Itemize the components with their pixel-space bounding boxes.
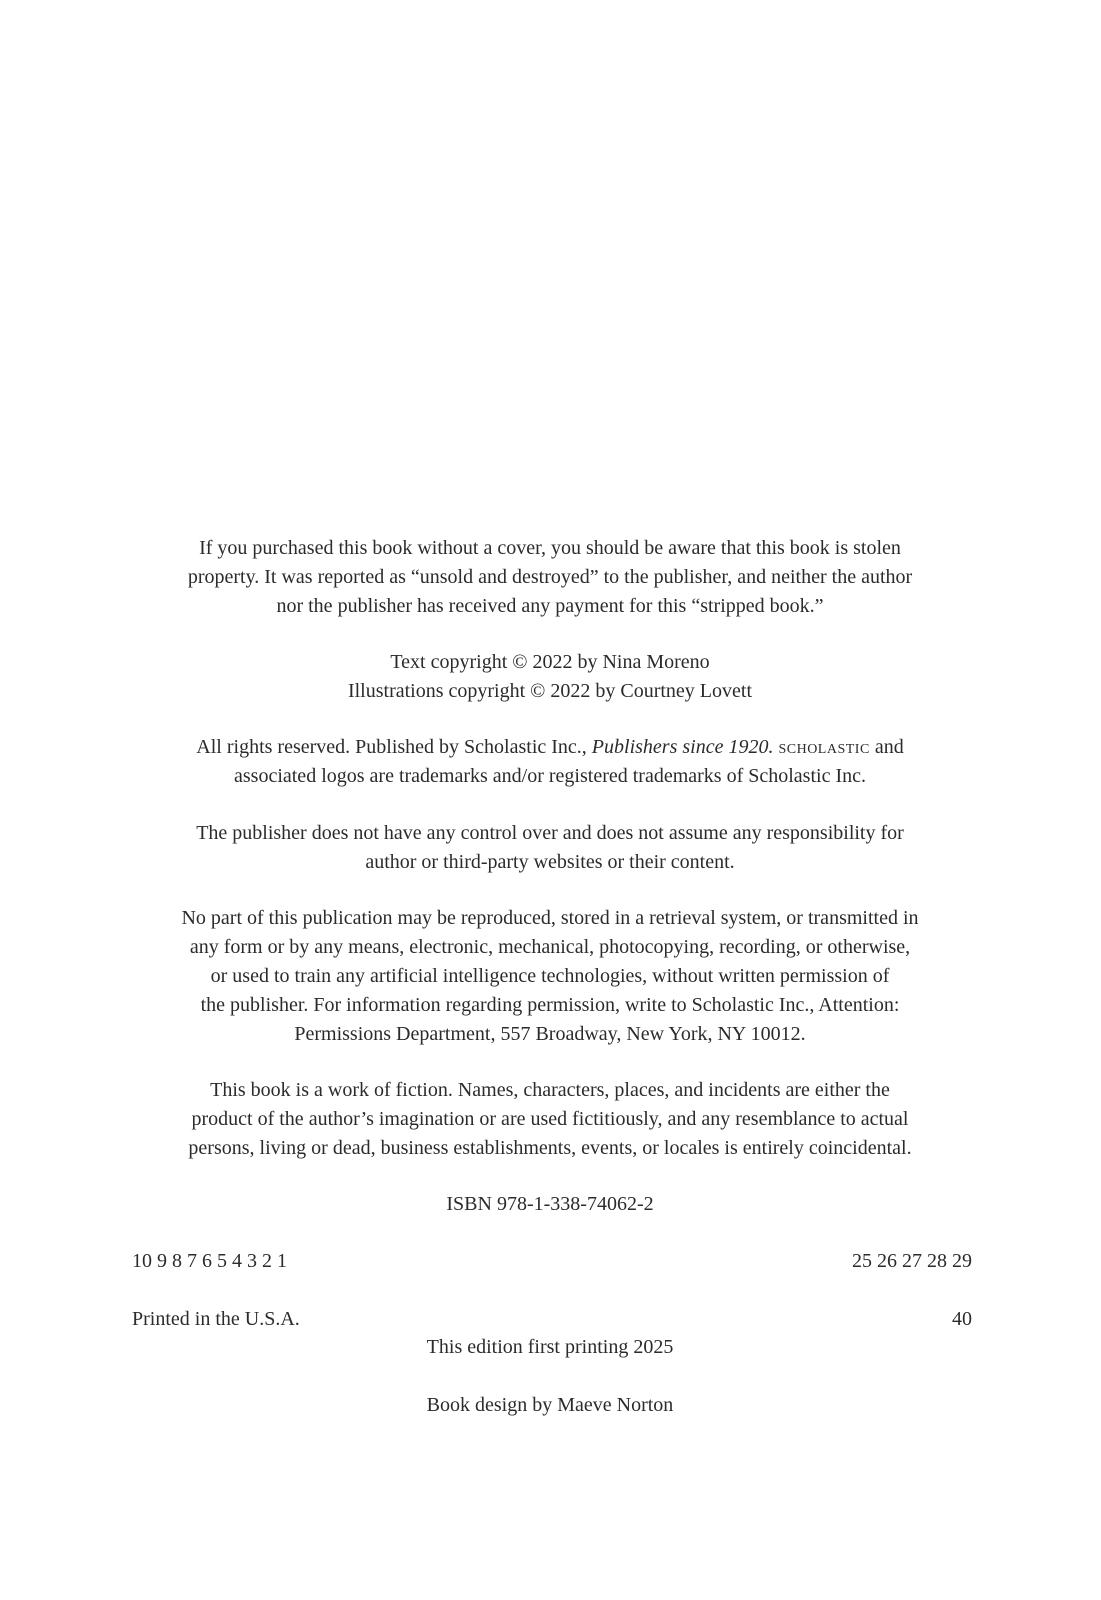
reproduction-notice: [100, 904, 1000, 1049]
websites-notice: [100, 819, 1000, 877]
rights-line-2: associated logos are trademarks and/or registered trademarks of Scholastic Inc.: [234, 765, 866, 787]
illustrations-copyright: Illustrations copyright © 2022 by Courtney Lovett: [347, 680, 753, 702]
edition-line: This edition first printing 2025: [426, 1336, 674, 1358]
rights-reserved-block: [100, 733, 1000, 791]
printing-numbers: 10 9 8 7 6 5 4 3 2 1: [132, 1250, 287, 1272]
publisher-tagline: Publishers since 1920.: [591, 736, 774, 758]
rights-text-end: and: [869, 736, 904, 758]
notice-line: This book is a work of fiction. Names, characters, places, and incidents are either the: [210, 1079, 890, 1101]
notice-line: the publisher. For information regarding permission, write to Scholastic Inc., Attention:: [200, 994, 900, 1016]
printing-line: [132, 1247, 972, 1276]
scholastic-trademark: scholastic: [778, 736, 870, 758]
notice-line: Permissions Department, 557 Broadway, New York, NY 10012.: [294, 1023, 806, 1045]
notice-line: author or third-party websites or their content.: [365, 851, 735, 873]
isbn: ISBN 978-1-338-74062-2: [446, 1193, 654, 1215]
notice-line: product of the author’s imagination or are used fictitiously, and any resemblance to actual: [191, 1108, 909, 1130]
year-codes: 25 26 27 28 29: [852, 1250, 972, 1272]
rights-text: All rights reserved. Published by Scholastic Inc.,: [196, 736, 592, 758]
printer-code: 40: [952, 1308, 972, 1330]
notice-line: any form or by any means, electronic, mechanical, photocopying, recording, or otherwise,: [189, 936, 911, 958]
copyright-block: [100, 648, 1000, 706]
notice-line: or used to train any artificial intelligence technologies, without written permission of: [210, 965, 890, 987]
notice-line: property. It was reported as “unsold and destroyed” to the publisher, and neither the author: [187, 566, 913, 588]
printed-in: Printed in the U.S.A.: [132, 1308, 300, 1330]
rights-line-1: [100, 733, 1000, 762]
design-credit: Book design by Maeve Norton: [426, 1394, 674, 1416]
text-copyright: Text copyright © 2022 by Nina Moreno: [390, 651, 710, 673]
fiction-notice: [100, 1076, 1000, 1163]
notice-line: No part of this publication may be reproduced, stored in a retrieval system, or transmitted in: [181, 907, 919, 929]
notice-line: persons, living or dead, business establishments, events, or locales is entirely coincidental.: [188, 1137, 912, 1159]
stripped-book-notice: [100, 534, 1000, 621]
notice-line: nor the publisher has received any payment for this “stripped book.”: [276, 595, 824, 617]
notice-line: If you purchased this book without a cover, you should be aware that this book is stolen: [199, 537, 901, 559]
notice-line: The publisher does not have any control over and does not assume any responsibility for: [196, 822, 904, 844]
printed-in-line: [132, 1305, 972, 1334]
